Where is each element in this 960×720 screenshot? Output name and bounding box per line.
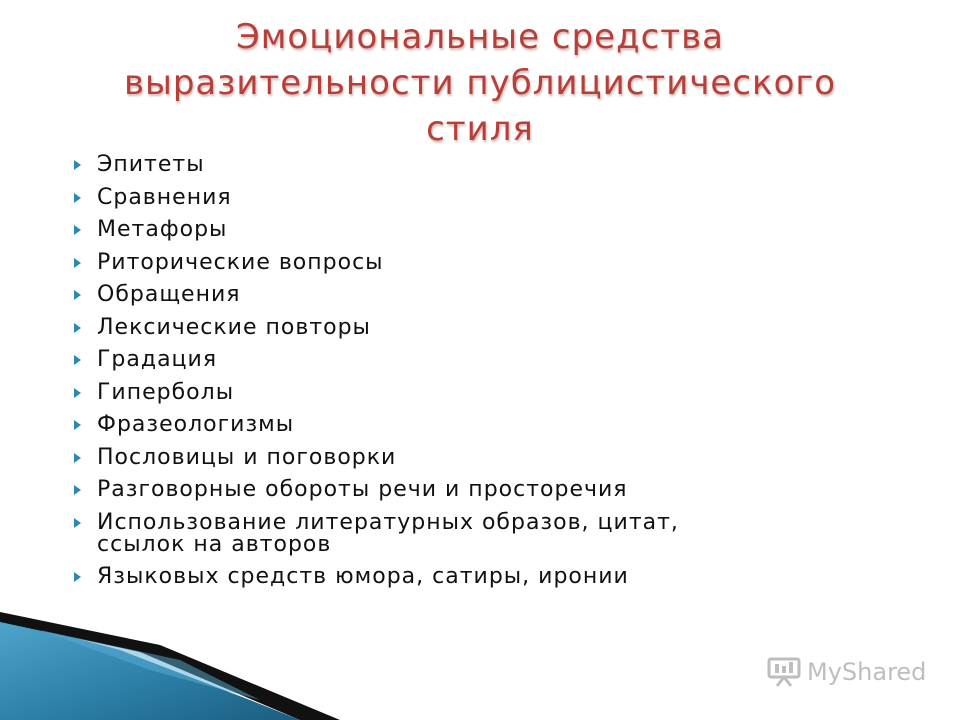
slide-title <box>0 14 960 152</box>
list-item <box>72 509 932 557</box>
triangle-right-icon <box>74 453 81 463</box>
triangle-right-icon <box>74 388 81 398</box>
list-item <box>72 284 932 306</box>
title-line: выразительности публицистического <box>123 63 837 103</box>
triangle-right-icon <box>74 572 81 582</box>
triangle-right-icon <box>74 290 81 300</box>
triangle-right-icon <box>74 323 81 333</box>
list-item-text: Риторические вопросы <box>97 249 384 275</box>
list-item <box>72 479 932 501</box>
triangle-right-icon <box>74 420 81 430</box>
presentation-board-icon <box>767 657 801 687</box>
list-item-text: Метафоры <box>97 217 228 242</box>
list-item-text: Эпитеты <box>97 152 205 177</box>
myshared-watermark <box>767 652 926 692</box>
list-item-text: Языковых средств юмора, сатиры, иронии <box>97 564 629 589</box>
list-item <box>72 219 932 241</box>
triangle-right-icon <box>74 193 81 203</box>
triangle-right-icon <box>74 258 81 268</box>
watermark-text: MyShared <box>807 658 927 686</box>
list-item <box>72 566 932 588</box>
title-line: стиля <box>426 109 534 149</box>
bullet-list <box>72 154 932 599</box>
list-item <box>72 154 932 176</box>
list-item-text: Градация <box>97 347 218 372</box>
list-item <box>72 414 932 436</box>
list-item-text: Лексические повторы <box>97 314 371 340</box>
triangle-right-icon <box>74 355 81 365</box>
triangle-right-icon <box>74 518 81 528</box>
list-item-text: Использование литературных образов, цитат, ссылок на авторов <box>97 509 679 557</box>
list-item-text: Пословицы и поговорки <box>97 444 397 470</box>
triangle-right-icon <box>74 485 81 495</box>
list-item <box>72 444 932 470</box>
list-item-text: Сравнения <box>97 184 232 210</box>
list-item <box>72 349 932 371</box>
triangle-right-icon <box>74 225 81 235</box>
list-item <box>72 379 932 405</box>
list-item <box>72 314 932 340</box>
list-item <box>72 184 932 210</box>
list-item <box>72 249 932 275</box>
list-item-text: Обращения <box>97 282 241 307</box>
triangle-right-icon <box>74 160 81 170</box>
corner-decoration <box>0 590 340 720</box>
title-line: Эмоциональные средства <box>236 17 724 57</box>
list-item-text: Разговорные обороты речи и просторечия <box>97 477 628 502</box>
list-item-text: Гиперболы <box>97 379 235 405</box>
list-item-text: Фразеологизмы <box>97 412 295 437</box>
